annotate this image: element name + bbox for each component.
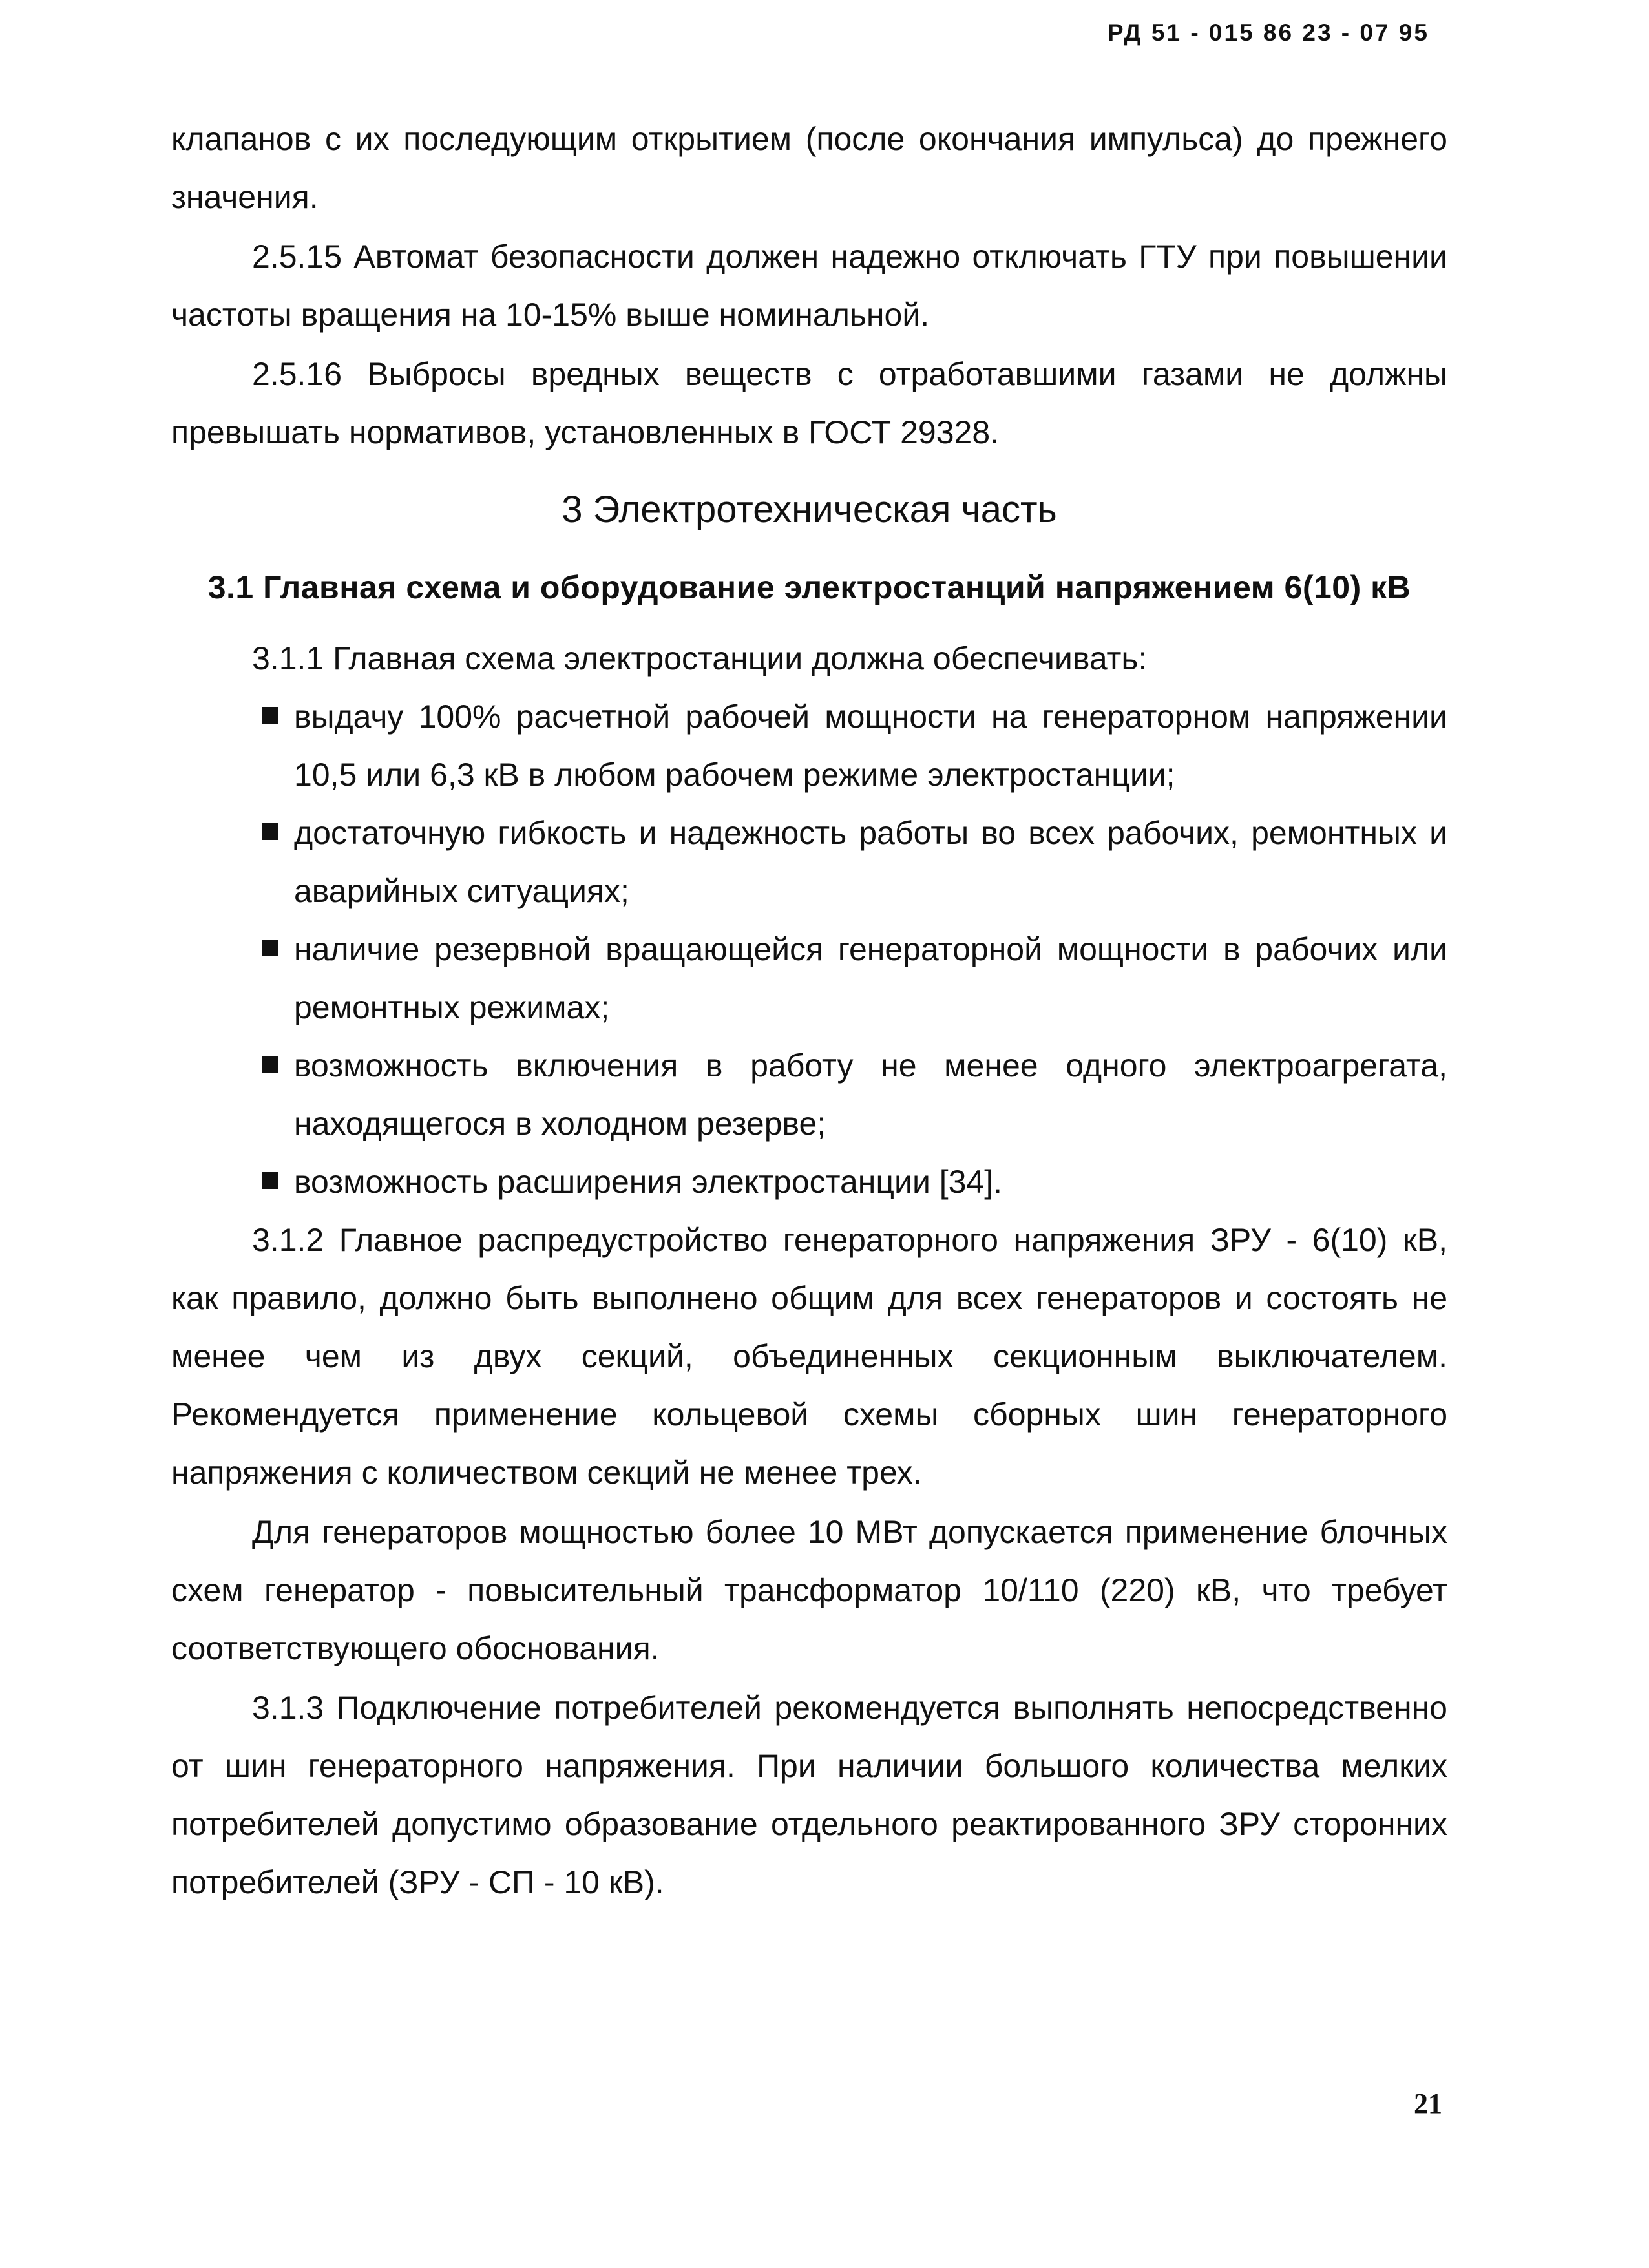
list-item-text: достаточную гибкость и надежность работы во всех рабочих, ремонтных и аварийных ситуациях; bbox=[294, 815, 1447, 909]
list-item-text: возможность включения в работу не менее одного электроагрегата, находящегося в холодном резерве; bbox=[294, 1047, 1447, 1142]
subsection-heading: 3.1 Главная схема и оборудование электростанций напряжением 6(10) кВ bbox=[207, 569, 1411, 605]
paragraph-generators: Для генераторов мощностью более 10 МВт допускается применение блочных схем генератор - повысительный трансформатор 10/110 (220) кВ, что требует соответствующего обоснования. bbox=[171, 1514, 1447, 1666]
list-item bbox=[171, 688, 1447, 804]
list-item bbox=[171, 920, 1447, 1036]
paragraph-3-1-1: 3.1.1 Главная схема электростанции должна обеспечивать: bbox=[252, 640, 1148, 677]
section-heading: 3 Электротехническая часть bbox=[562, 488, 1057, 530]
square-bullet-icon bbox=[262, 1056, 278, 1073]
paragraph-2-5-16: 2.5.16 Выбросы вредных веществ с отработавшими газами не должны превышать нормативов, установленных в ГОСТ 29328. bbox=[171, 356, 1447, 450]
list-item-text: возможность расширения электростанции [34]. bbox=[294, 1164, 1003, 1200]
page-number: 21 bbox=[1414, 2088, 1442, 2119]
list-item-text: наличие резервной вращающейся генераторной мощности в рабочих или ремонтных режимах; bbox=[294, 931, 1447, 1025]
requirements-list bbox=[171, 688, 1447, 1211]
square-bullet-icon bbox=[262, 823, 278, 840]
list-item-text: выдачу 100% расчетной рабочей мощности на генераторном напряжении 10,5 или 6,3 кВ в любом рабочем режиме электростанции; bbox=[294, 698, 1447, 793]
paragraph-continuation: клапанов с их последующим открытием (после окончания импульса) до прежнего значения. bbox=[171, 121, 1447, 215]
paragraph-3-1-2: 3.1.2 Главное распредустройство генераторного напряжения ЗРУ - 6(10) кВ, как правило, должно быть выполнено общим для всех генераторов и состоять не менее чем из двух секций, объединенных секционным выключателем. Рекомендуется применение кольцевой схемы сборных шин генераторного напряжения с количеством секций не менее трех. bbox=[171, 1222, 1447, 1491]
square-bullet-icon bbox=[262, 1172, 278, 1189]
list-item bbox=[171, 1036, 1447, 1153]
paragraph-2-5-15: 2.5.15 Автомат безопасности должен надежно отключать ГТУ при повышении частоты вращения на 10-15% выше номинальной. bbox=[171, 238, 1447, 333]
list-item bbox=[171, 1153, 1447, 1211]
square-bullet-icon bbox=[262, 940, 278, 956]
square-bullet-icon bbox=[262, 707, 278, 724]
list-item bbox=[171, 804, 1447, 920]
paragraph-3-1-3: 3.1.3 Подключение потребителей рекомендуется выполнять непосредственно от шин генераторного напряжения. При наличии большого количества мелких потребителей допустимо образование отдельного реактированного ЗРУ сторонних потребителей (ЗРУ - СП - 10 кВ). bbox=[171, 1690, 1447, 1900]
page-content bbox=[171, 110, 1447, 1911]
document-number: РД 51 - 015 86 23 - 07 95 bbox=[1107, 19, 1429, 46]
